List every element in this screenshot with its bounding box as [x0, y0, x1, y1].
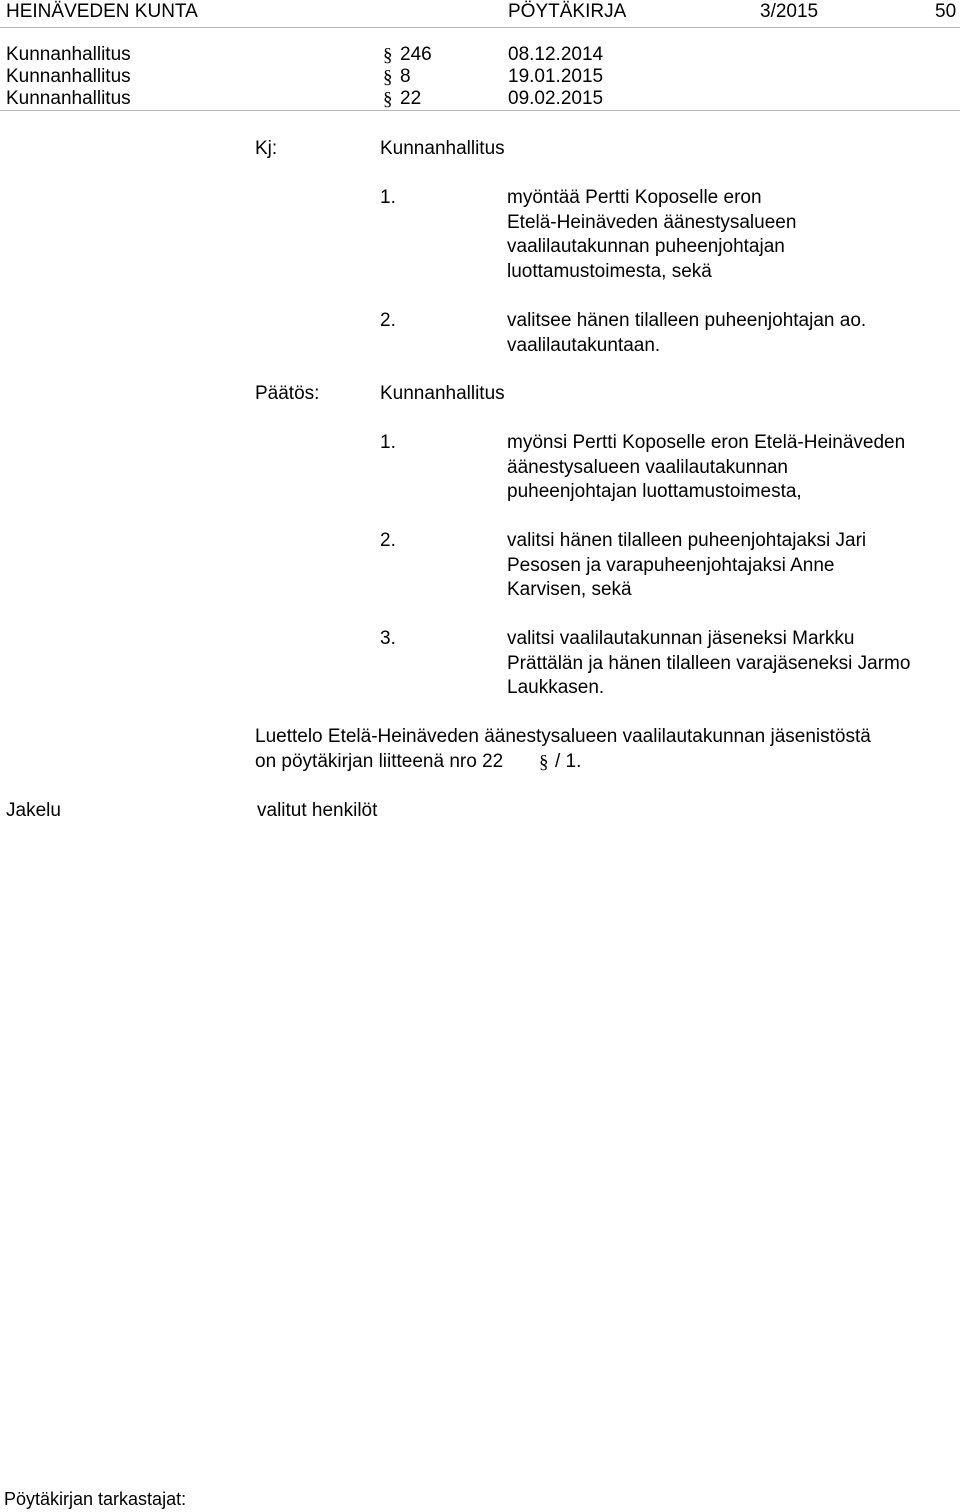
history-section-number: 246	[400, 44, 432, 65]
svg-text:§: §	[383, 67, 393, 87]
history-date: 08.12.2014	[508, 44, 604, 65]
decision-item-number: 1.	[380, 432, 396, 453]
attachment-note-line: Luettelo Etelä-Heinäveden äänestysalueen vaalilautakunnan jäsenistöstä	[255, 726, 871, 747]
decision-body: Kunnanhallitus	[380, 383, 505, 404]
history-section-number: 22	[400, 88, 422, 109]
document-type: PÖYTÄKIRJA	[508, 1, 627, 22]
section-sign-icon	[539, 752, 550, 772]
distribution-value: valitut henkilöt	[257, 800, 378, 821]
proposal-label: Kj:	[255, 138, 278, 159]
text-line: vaalilautakuntaan.	[507, 334, 661, 356]
svg-text:§: §	[383, 89, 393, 109]
text-line: myöntää Pertti Koposelle eron	[507, 187, 762, 208]
history-rule	[0, 110, 960, 111]
header-rule	[0, 27, 960, 28]
text-line: vaalilautakunnan puheenjohtajan	[507, 236, 785, 257]
history-date: 09.02.2015	[508, 88, 604, 109]
history-body: Kunnanhallitus	[6, 44, 131, 65]
text-line: valitsee hänen tilalleen puheenjohtajan ao.	[507, 310, 867, 331]
text-line: Laukkasen.	[507, 677, 605, 698]
text-line: valitsi hänen tilalleen puheenjohtajaksi Jari	[507, 530, 867, 551]
svg-text:§: §	[539, 752, 549, 772]
proposal-item-text	[507, 309, 866, 358]
decision-item-text	[507, 627, 910, 701]
reviewers-label: Pöytäkirjan tarkastajat:	[4, 1489, 187, 1509]
text-line: äänestysalueen vaalilautakunnan	[507, 456, 788, 478]
attachment-note-suffix: / 1.	[555, 751, 582, 772]
text-line: Karvisen, sekä	[507, 579, 632, 600]
text-line: luottamustoimesta, sekä	[507, 260, 712, 282]
decision-item-number: 3.	[380, 628, 396, 649]
page-number: 50	[935, 1, 957, 22]
text-line: Etelä-Heinäveden äänestysalueen	[507, 211, 797, 233]
decision-label: Päätös:	[255, 383, 320, 404]
proposal-item-number: 1.	[380, 187, 396, 208]
decision-item-text	[507, 529, 866, 603]
history-section-number: 8	[400, 66, 411, 87]
history-body: Kunnanhallitus	[6, 88, 131, 109]
attachment-note-line: on pöytäkirjan liitteenä nro 22	[255, 751, 504, 772]
text-line: valitsi vaalilautakunnan jäseneksi Markku	[507, 628, 855, 649]
proposal-body: Kunnanhallitus	[380, 138, 505, 159]
text-line: myönsi Pertti Koposelle eron Etelä-Heinäveden	[507, 432, 906, 453]
text-line: puheenjohtajan luottamustoimesta,	[507, 481, 802, 502]
issue-number: 3/2015	[760, 1, 819, 22]
text-line: Prättälän ja hänen tilalleen varajäseneksi Jarmo	[507, 652, 911, 674]
history-date: 19.01.2015	[508, 66, 604, 87]
text-line: Pesosen ja varapuheenjohtajaksi Anne	[507, 554, 835, 576]
proposal-item-text	[507, 186, 796, 284]
history-body: Kunnanhallitus	[6, 66, 131, 87]
proposal-item-number: 2.	[380, 310, 396, 331]
distribution-label: Jakelu	[6, 800, 61, 821]
decision-item-text	[507, 431, 905, 505]
svg-text:§: §	[383, 45, 393, 65]
section-sign-icon	[383, 45, 394, 65]
section-sign-icon	[383, 67, 394, 87]
section-sign-icon	[383, 89, 394, 109]
decision-item-number: 2.	[380, 530, 396, 551]
organization-name: HEINÄVEDEN KUNTA	[6, 1, 198, 22]
